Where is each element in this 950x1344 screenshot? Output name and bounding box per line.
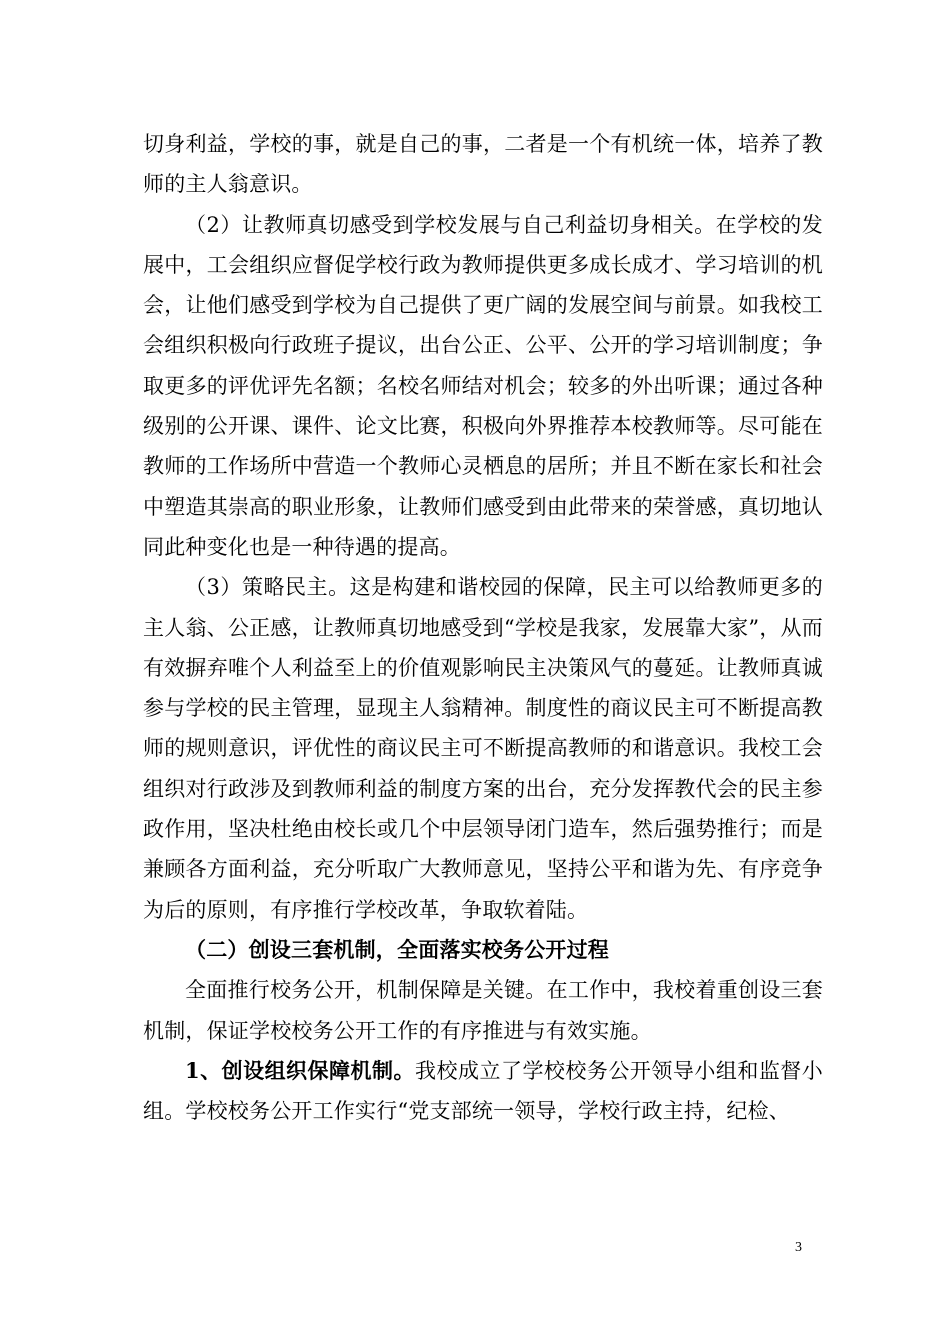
mechanism-1-text: 我校成立了学校校务公开领导小组和监督小组。学校校务公开工作实行“党支部统一领导，学校行政主持，纪检、 <box>143 1058 823 1124</box>
section-heading: （二）创设三套机制，全面落实校务公开过程 <box>185 936 609 962</box>
paragraph-intro: 全面推行校务公开，机制保障是关键。在工作中，我校着重创设三套机制，保证学校校务公开工作的有序推进与有效实施。 <box>143 978 823 1043</box>
paragraph-continued: 切身利益，学校的事，就是自己的事，二者是一个有机统一体，培养了教师的主人翁意识。 <box>143 132 823 197</box>
body-text <box>143 124 823 1131</box>
paragraph-item-3: （3）策略民主。这是构建和谐校园的保障，民主可以给教师更多的主人翁、公正感，让教师真切地感受到“学校是我家，发展靠大家”，从而有效摒弃唯个人利益至上的价值观影响民主决策风气的蔓延。让教师真诚参与学校的民主管理，显现主人翁精神。制度性的商议民主可不断提高教师的规则意识，评优性的商议民主可不断提高教师的和谐意识。我校工会组织对行政涉及到教师利益的制度方案的出台，充分发挥教代会的民主参政作用，坚决杜绝由校长或几个中层领导闭门造车，然后强势推行；而是兼顾各方面利益，充分听取广大教师意见，坚持公平和谐为先、有序竞争为后的原则，有序推行学校改革，争取软着陆。 <box>143 575 823 922</box>
paragraph-mechanism-1 <box>143 1051 823 1132</box>
paragraph-item-2: （2）让教师真切感受到学校发展与自己利益切身相关。在学校的发展中，工会组织应督促学校行政为教师提供更多成长成才、学习培训的机会，让他们感受到学校为自己提供了更广阔的发展空间与前景。如我校工会组织积极向行政班子提议，出台公正、公平、公开的学习培训制度；争取更多的评优评先名额；名校名师结对机会；较多的外出听课；通过各种级别的公开课、课件、论文比赛，积极向外界推荐本校教师等。尽可能在教师的工作场所中营造一个教师心灵栖息的居所；并且不断在家长和社会中塑造其崇高的职业形象，让教师们感受到由此带来的荣誉感，真切地认同此种变化也是一种待遇的提高。 <box>143 212 823 559</box>
mechanism-1-title: 1、创设组织保障机制。 <box>185 1057 415 1083</box>
page-number: 3 <box>795 1240 802 1255</box>
